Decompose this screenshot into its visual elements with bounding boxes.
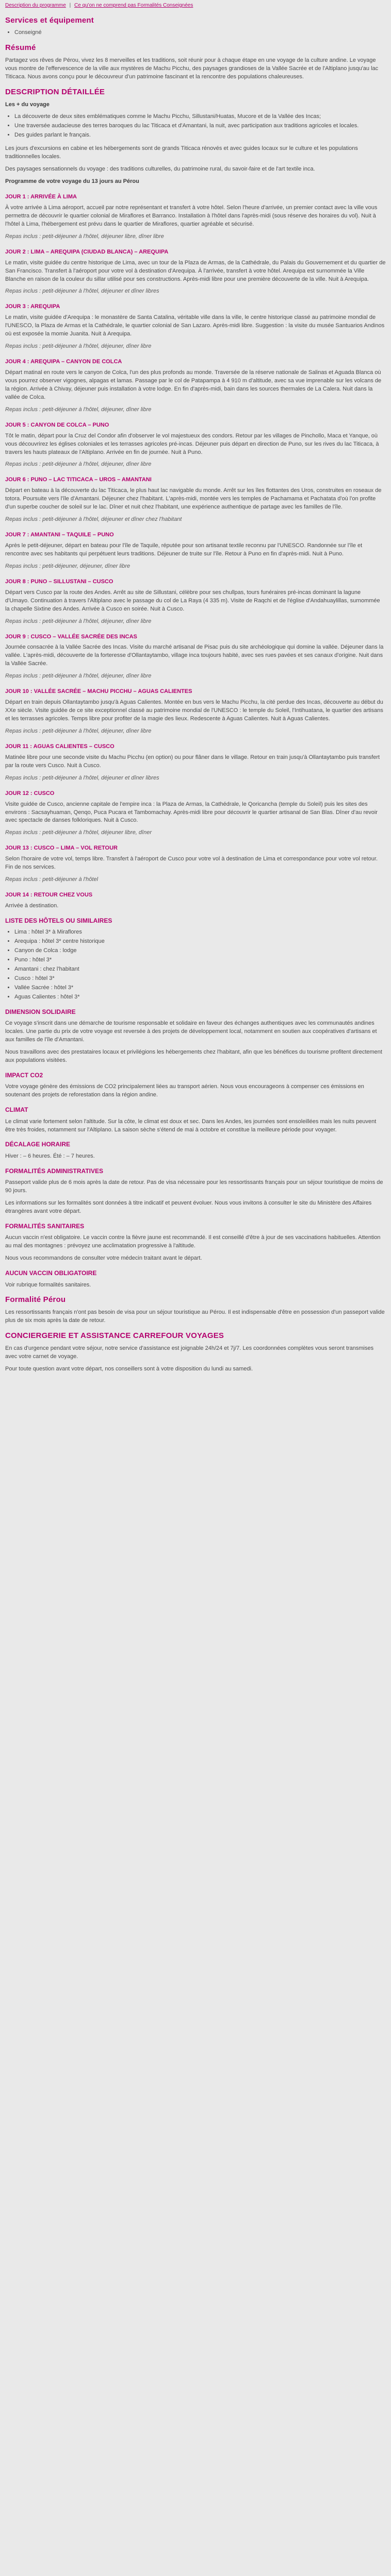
day-text: Départ en train depuis Ollantaytambo jusqu'à Aguas Calientes. Montée en bus vers le Machu Picchu, la cité perdue des Incas, découverte au début du XXe siècle. Visite guidée de ce site exceptionnel classé au patrimoine mondial de l'UNESCO : le temple du Soleil, l'Intihuatana, le quartier des artisans et les terrasses agricoles. Temps libre pour profiter de la magie des lieux. Redescente à Aguas Calientes. Nuit à Aguas Calientes. (5, 699, 383, 722)
climate-title: CLIMAT (5, 1106, 28, 1114)
resume-title: Résumé (5, 43, 36, 53)
impact-text: Votre voyage génère des émissions de CO2 principalement liées au transport aérien. Nous vous encourageons à compenser ces émissions en soutenant des projets de reforestation dans la région andine. (5, 1083, 364, 1098)
concierge-title: CONCIERGERIE ET ASSISTANCE CARREFOUR VOYAGES (5, 1331, 224, 1341)
day-title: JOUR 3 : AREQUIPA (5, 303, 60, 310)
day-block (5, 633, 386, 681)
services-title: Services et équipement (5, 15, 94, 25)
intro-paragraph: Les jours d'excursions en cabine et les hébergements sont de grands Titicaca rénovés et avec guides locaux sur le culture et les populations traditionnelles locales. (5, 145, 358, 160)
peru-formalities-title: Formalité Pérou (5, 1295, 66, 1304)
hotel-item: • Cusco : hôtel 3* (14, 975, 386, 983)
day-title: JOUR 11 : AGUAS CALIENTES – CUSCO (5, 743, 115, 750)
day-title: JOUR 10 : VALLÉE SACRÉE – MACHU PICCHU – AGUAS CALIENTES (5, 688, 192, 695)
day-title: JOUR 7 : AMANTANI – TAQUILE – PUNO (5, 532, 114, 538)
day-text: Selon l'horaire de votre vol, temps libre. Transfert à l'aéroport de Cusco pour votre vol à destination de Lima et correspondance pour votre vol retour. Fin de nos services. (5, 856, 378, 871)
top-links-separator: | (69, 3, 71, 8)
hotel-item: • Amantani : chez l'habitant (14, 965, 386, 974)
intro-bullets (5, 113, 386, 140)
day-title: JOUR 8 : PUNO – SILLUSTANI – CUSCO (5, 578, 113, 585)
days-container (5, 193, 386, 910)
day-text: À votre arrivée à Lima aéroport, accueil par notre représentant et transfert à votre hôtel. Selon l'heure d'arrivée, un premier contact avec la ville vous permettra de découvrir le quartier colonial de Miraflores et Barranco. Installation à l'hôtel dans l'après-midi (sous réserve des horaires du vol). Nuit à l'hôtel à Lima, l'hébergement est prévu dans le quartier de Miraflores, quartier agréable et sécurisé. (5, 204, 378, 227)
hotel-item: • Aguas Calientes : hôtel 3* (14, 993, 386, 1002)
day-meals: Repas inclus : petit-déjeuner à l'hôtel, déjeuner, dîner libre (5, 461, 152, 468)
program-heading: Programme de votre voyage du 13 jours au Pérou (5, 178, 139, 185)
solidarity-text: Ce voyage s'inscrit dans une démarche de tourisme responsable et solidaire en faveur des échanges authentiques avec les communautés andines locales. Une partie du prix de votre voyage est reversée à des projets de développement local, notamment en soutien aux coopératives d'artisans et aux familles de l'île d'Amantani. (5, 1020, 377, 1043)
day-meals: Repas inclus : petit-déjeuner à l'hôtel, déjeuner libre, dîner (5, 829, 152, 836)
day-text: Journée consacrée à la Vallée Sacrée des Incas. Visite du marché artisanal de Pisac puis du site archéologique qui domine la vallée. Déjeuner dans la vallée. L'après-midi, découverte de la forteresse d'Ollantaytambo, village inca toujours habité, avec ses rues pavées et ses canaux d'origine. Nuit dans la Vallée Sacrée. (5, 644, 384, 667)
day-meals: Repas inclus : petit-déjeuner à l'hôtel, déjeuner libre, dîner libre (5, 233, 164, 240)
services-list (5, 29, 386, 37)
timezone-text: Hiver : – 6 heures. Été : – 7 heures. (5, 1153, 95, 1159)
day-text: Tôt le matin, départ pour la Cruz del Condor afin d'observer le vol majestueux des condors. Retour par les villages de Pinchollo, Maca et Yanque, où vous découvrirez les églises coloniales et les terrasses agricoles pré-incas. Déjeuner puis départ en direction de Puno, sur les rives du lac Titicaca, à travers les hauts plateaux de l'Altiplano. Arrivée en fin de journée. Nuit à Puno. (5, 432, 379, 455)
day-block (5, 743, 386, 783)
hotel-item: • Vallée Sacrée : hôtel 3* (14, 984, 386, 992)
hotel-item: • Canyon de Colca : lodge (14, 947, 386, 955)
day-text: Matinée libre pour une seconde visite du Machu Picchu (en option) ou pour flâner dans le village. Retour en train jusqu'à Ollantaytambo puis transfert par la route vers Cusco. Nuit à Cusco. (5, 754, 380, 769)
day-title: JOUR 12 : CUSCO (5, 790, 55, 796)
day-block (5, 844, 386, 884)
day-title: JOUR 13 : CUSCO – LIMA – VOL RETOUR (5, 845, 118, 852)
day-title: JOUR 9 : CUSCO – VALLÉE SACRÉE DES INCAS (5, 633, 137, 640)
vaccine-title: AUCUN VACCIN OBLIGATOIRE (5, 1269, 97, 1277)
day-text: Départ matinal en route vers le canyon de Colca, l'un des plus profonds au monde. Traversée de la réserve nationale de Salinas et Aguada Blanca où vous pourrez observer vigognes, alpagas et lamas. Passage par le col de Patapampa à 4 910 m d'altitude, avec sa vue imprenable sur les volcans de la région. Arrivée à Chivay, déjeuner puis installation à votre lodge. En fin d'après-midi, bain dans les sources thermales de La Calera. Nuit dans la vallée de Colca. (5, 369, 382, 400)
day-title: JOUR 14 : RETOUR CHEZ VOUS (5, 892, 93, 899)
day-text: Départ vers Cusco par la route des Andes. Arrêt au site de Sillustani, célèbre pour ses chullpas, tours funéraires pré-incas dominant la lagune d'Umayo. Continuation à travers l'Altiplano avec le passage du col de La Raya (4 335 m). Visite de Raqchi et de l'église d'Andahuaylillas, surnommée la chapelle Sixtine des Andes. Arrivée à Cusco en soirée. Nuit à Cusco. (5, 589, 380, 612)
day-block (5, 476, 386, 524)
day-meals: Repas inclus : petit-déjeuner à l'hôtel, déjeuner, dîner libre (5, 618, 152, 624)
intro-heading: Les + du voyage (5, 101, 50, 108)
health-formalities-text: Nous vous recommandons de consulter votre médecin traitant avant le départ. (5, 1255, 202, 1262)
day-title: JOUR 4 : AREQUIPA – CANYON DE COLCA (5, 359, 122, 365)
day-meals: Repas inclus : petit-déjeuner à l'hôtel, déjeuner et dîner libres (5, 288, 159, 295)
hotel-list (5, 928, 386, 1002)
solidarity-text: Nous travaillons avec des prestataires locaux et privilégions les hébergements chez l'habitant, afin que les bénéfices du tourisme profitent directement aux populations visitées. (5, 1049, 382, 1063)
intro-bullet: • Des guides parlant le français. (14, 131, 386, 140)
day-block (5, 421, 386, 469)
impact-title: IMPACT CO2 (5, 1071, 43, 1079)
day-block (5, 248, 386, 296)
health-formalities-text: Aucun vaccin n'est obligatoire. Le vaccin contre la fièvre jaune est recommandé. Il est conseillé d'être à jour de ses vaccinations habituelles. Attention au mal des montagnes : prévoyez une acclimatation progressive à l'altitude. (5, 1234, 381, 1249)
day-meals: Repas inclus : petit-déjeuner à l'hôtel, déjeuner, dîner libre (5, 406, 152, 413)
day-title: JOUR 1 : ARRIVÉE À LIMA (5, 194, 77, 200)
climate-text: Le climat varie fortement selon l'altitude. Sur la côte, le climat est doux et sec. Dans les Andes, les journées sont ensoleillées mais les nuits peuvent être très froides, notamment sur l'Altiplano. La saison sèche s'étend de mai à octobre et constitue la meilleure période pour voyager. (5, 1118, 377, 1133)
intro-bullet: • La découverte de deux sites emblématiques comme le Machu Picchu, Sillustani/Huatas, Mucore et de la Vallée des Incas; (14, 113, 386, 121)
top-links (5, 2, 386, 10)
day-text: Visite guidée de Cusco, ancienne capitale de l'empire inca : la Plaza de Armas, la Cathédrale, le Qoricancha (temple du Soleil) puis les sites des environs : Sacsayhuaman, Qenqo, Puca Pucara et Tambomachay. Après-midi libre pour découvrir le quartier artisanal de San Blas. Dîner d'au revoir avec spectacle de danses folkloriques. Nuit à Cusco. (5, 801, 378, 824)
day-title: JOUR 6 : PUNO – LAC TITICACA – UROS – AMANTANI (5, 477, 152, 483)
program-description-link[interactable]: Description du programme (5, 3, 66, 8)
hotel-item: • Puno : hôtel 3* (14, 956, 386, 964)
description-title: DESCRIPTION DÉTAILLÉE (5, 87, 105, 96)
day-meals: Repas inclus : petit-déjeuner à l'hôtel, déjeuner, dîner libre (5, 727, 152, 734)
intro-paragraph: Des paysages sensationnels du voyage : des traditions culturelles, du patrimoine rural, du savoir-faire et de l'art textile inca. (5, 166, 315, 173)
day-text: Le matin, visite guidée du centre historique de Lima, avec un tour de la Plaza de Armas, de la Cathédrale, du Palais du Gouvernement et du quartier de San Francisco. Transfert à l'aéroport pour votre vol à destination d'Arequipa. À l'arrivée, transfert à votre hôtel. Arequipa est surnommée la Ville Blanche en raison de la couleur du sillar utilisé pour ses constructions. Après-midi libre pour une première découverte de la ville. Nuit à Arequipa. (5, 259, 386, 282)
hotel-item: • Lima : hôtel 3* à Miraflores (14, 928, 386, 937)
timezone-title: DÉCALAGE HORAIRE (5, 1141, 71, 1148)
day-meals: Repas inclus : petit-déjeuner à l'hôtel, déjeuner, dîner libre (5, 673, 152, 680)
concierge-text: Pour toute question avant votre départ, nos conseillers sont à votre disposition du lundi au samedi. (5, 1365, 253, 1372)
day-title: JOUR 5 : CANYON DE COLCA – PUNO (5, 421, 109, 428)
concierge-text: En cas d'urgence pendant votre séjour, notre service d'assistance est joignable 24h/24 et 7j/7. Les coordonnées complètes vous seront transmises avec votre carnet de voyage. (5, 1345, 374, 1360)
day-block (5, 193, 386, 241)
hotels-title: LISTE DES HÔTELS OU SIMILAIRES (5, 917, 112, 924)
solidarity-title: DIMENSION SOLIDAIRE (5, 1008, 76, 1015)
other-info-link[interactable]: Ce qu'on ne comprend pas Formalités Conseignées (74, 3, 193, 8)
services-item: • Conseigné (14, 29, 386, 37)
day-block (5, 790, 386, 838)
day-block (5, 358, 386, 414)
day-meals: Repas inclus : petit-déjeuner, déjeuner, dîner libre (5, 563, 131, 569)
admin-formalities-text: Les informations sur les formalités sont données à titre indicatif et peuvent évoluer. Nous vous invitons à consulter le site du Ministère des Affaires étrangères avant votre départ. (5, 1200, 372, 1214)
hotel-item: • Arequipa : hôtel 3* centre historique (14, 938, 386, 946)
vaccine-text: Voir rubrique formalités sanitaires. (5, 1281, 91, 1288)
day-text: Après le petit-déjeuner, départ en bateau pour l'île de Taquile, réputée pour son artisanat textile reconnu par l'UNESCO. Randonnée sur l'île et rencontre avec ses habitants qui perpétuent leurs traditions. Déjeuner de truite sur l'île. Retour à Puno en fin d'après-midi. Nuit à Puno. (5, 543, 363, 557)
intro-bullet: • Une traversée audacieuse des terres baroques du lac Titicaca et d'Amantani, la nuit, avec participation aux traditions agricoles et locales. (14, 122, 386, 130)
day-block (5, 531, 386, 571)
resume-text: Partagez vos rêves de Pérou, vivez les 8 merveilles et les traditions, soit réunir pour à chaque étape en une voyage de la culture andine. Le voyage vous montre de l'effervescence de la ville aux mystères de Machu Picchu, des paysages grandioses de la Vallée Sacrée et de l'Altiplano jusqu'au lac Titicaca. Nous avons conçu pour le découvreur d'un patrimoine fascinant et la rencontre des populations chaleureuses. (5, 57, 379, 80)
day-text: Départ en bateau à la découverte du lac Titicaca, le plus haut lac navigable du monde. Arrêt sur les îles flottantes des Uros, construites en roseaux de totora. Poursuite vers l'île d'Amantani. Déjeuner chez l'habitant. L'après-midi, montée vers les temples de Pachamama et Pachatata d'où l'on profite d'un superbe coucher de soleil sur le lac. Dîner et nuit chez l'habitant, une expérience authentique de partage avec les familles de l'île. (5, 487, 382, 511)
day-block (5, 688, 386, 736)
day-meals: Repas inclus : petit-déjeuner à l'hôtel, déjeuner et dîner chez l'habitant (5, 516, 182, 523)
day-meals: Repas inclus : petit-déjeuner à l'hôtel, déjeuner et dîner libres (5, 774, 159, 781)
health-formalities-title: FORMALITÉS SANITAIRES (5, 1222, 85, 1230)
day-block (5, 303, 386, 351)
day-title: JOUR 2 : LIMA – AREQUIPA (CIUDAD BLANCA) – AREQUIPA (5, 248, 169, 255)
day-meals: Repas inclus : petit-déjeuner à l'hôtel, déjeuner, dîner libre (5, 343, 152, 350)
admin-formalities-text: Passeport valide plus de 6 mois après la date de retour. Pas de visa nécessaire pour les ressortissants français pour un séjour touristique de moins de 90 jours. (5, 1179, 383, 1194)
day-block (5, 578, 386, 626)
day-meals: Repas inclus : petit-déjeuner à l'hôtel (5, 876, 99, 883)
peru-formalities-text: Les ressortissants français n'ont pas besoin de visa pour un séjour touristique au Pérou. Il est indispensable d'être en possession d'un passeport valide plus de six mois après la date de retour. (5, 1309, 385, 1324)
day-text: Le matin, visite guidée d'Arequipa : le monastère de Santa Catalina, véritable ville dans la ville, le centre historique classé au patrimoine mondial de l'UNESCO, la Plaza de Armas et la Cathédrale, le quartier colonial de San Lazaro. Après-midi libre. Suggestion : la visite du musée Santuarios Andinos où est exposée la momie Juanita. Nuit à Arequipa. (5, 314, 385, 337)
admin-formalities-title: FORMALITÉS ADMINISTRATIVES (5, 1167, 103, 1175)
day-block (5, 891, 386, 910)
day-text: Arrivée à destination. (5, 903, 59, 909)
